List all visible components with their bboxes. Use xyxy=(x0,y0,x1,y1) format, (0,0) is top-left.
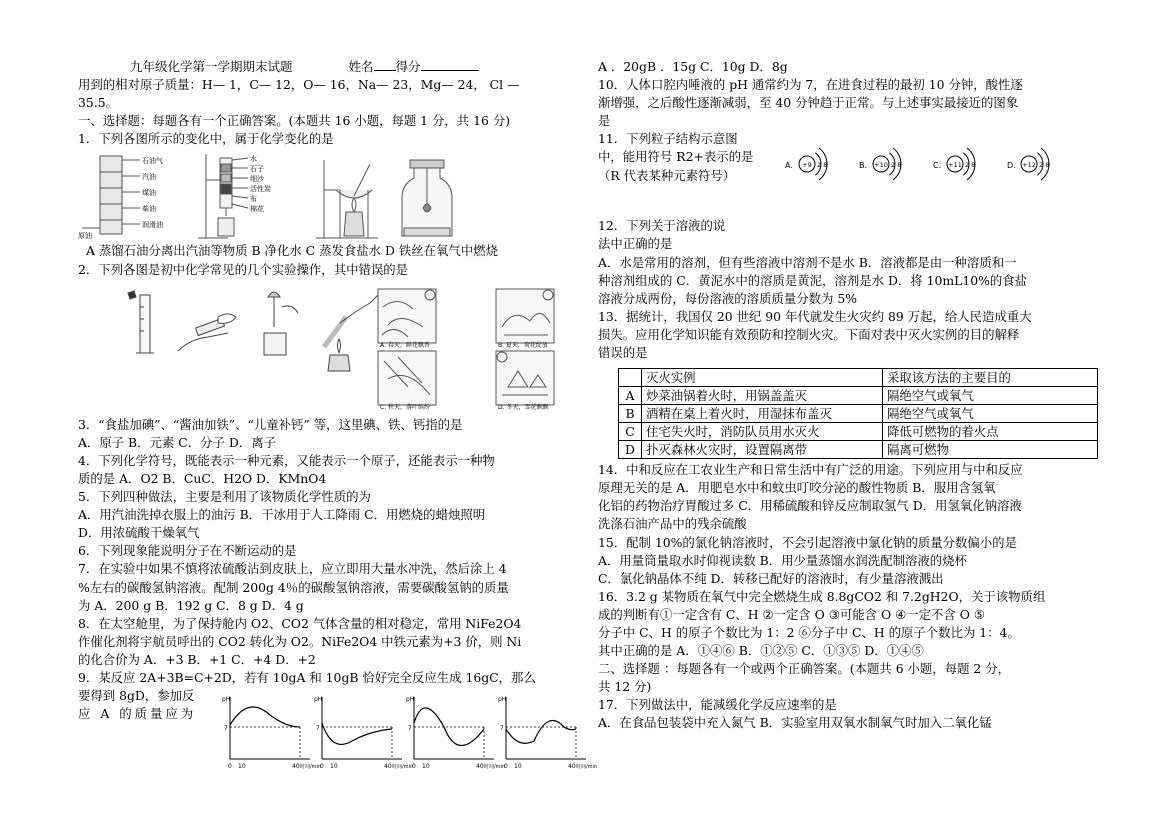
table-row xyxy=(619,423,1098,441)
electron-count: 2 8 xyxy=(965,161,976,170)
fire-header-purpose: 采取该方法的主要目的 xyxy=(883,369,1098,387)
label-diesel: 柴油 xyxy=(142,205,156,214)
q13-line-3: 错误的是 xyxy=(598,345,648,361)
q2-caption-c: C. 秋天，落叶缤纷 xyxy=(380,403,431,411)
q16-line-3: 分子中 C、H 的原子个数比为 1：2 ⑥分子中 C、H 的原子个数比为 1：4。 xyxy=(598,624,1020,640)
left-column xyxy=(78,58,598,771)
ph-curve xyxy=(230,707,300,727)
particle-label: A. xyxy=(785,161,793,171)
fire-row-purpose: 降低可燃物的着火点 xyxy=(883,423,1098,441)
x-axis-label: 时间/min xyxy=(484,764,506,771)
q9-line-1: 9．某反应 2A+3B=C+2D，若有 10gA 和 10gB 恰好完全反应生成 16gC，那么 xyxy=(78,669,536,685)
score-label: 得分 xyxy=(395,59,421,74)
q6-line-1: 6．下列现象能说明分子在不断运动的是 xyxy=(78,543,297,559)
fire-row-example: 扑灭森林火灾时，设置隔离带 xyxy=(642,441,883,459)
label-cloth: 布 xyxy=(250,195,257,204)
q9-options: A ．20gB ．15g C．10g D．8g xyxy=(598,59,788,74)
fire-row-purpose: 隔绝空气或氧气 xyxy=(883,387,1098,405)
x-tick-label: 0 xyxy=(320,763,324,771)
distillation-tower xyxy=(82,156,140,234)
nucleus-charge: +12 xyxy=(1022,161,1036,170)
x-tick-label: 40 xyxy=(476,763,484,771)
fire-header-key xyxy=(619,369,642,387)
label-gas: 石油气 xyxy=(142,157,163,166)
q12-line-3: A．水是常用的溶剂，但有些溶液中溶剂不是水 B．溶液都是由一种溶质和一 xyxy=(598,254,1017,270)
q7-line-3: 为 A．200 g B．192 g C．8 g D．4 g xyxy=(78,597,304,613)
q10-line-3: 是 xyxy=(598,113,611,129)
fire-row-example: 酒精在桌上着火时，用湿抹布盖灭 xyxy=(642,405,883,423)
fire-row-key: B xyxy=(619,405,642,423)
ph-graphs xyxy=(220,691,598,779)
q16-line-2: 成的判断有①一定含有 C、H ②一定含 O ③可能含 O ④一定不含 O ⑤ xyxy=(598,606,985,622)
q12-line-2: 法中正确的是 xyxy=(598,236,673,252)
x-axis-label: 时间/min xyxy=(392,764,414,771)
ph-level-label: 7 xyxy=(500,725,504,733)
label-cotton: 棉花 xyxy=(250,205,264,214)
y-label: pH xyxy=(222,696,231,704)
x-tick-label: 10 xyxy=(422,763,430,771)
electron-count: 2 8 xyxy=(891,161,902,170)
x-tick-label: 0 xyxy=(504,763,508,771)
label-sand: 细沙 xyxy=(250,175,264,184)
electron-count: 2 8 xyxy=(1039,161,1050,170)
q13-line-1: 13．据统计，我国仅 20 世纪 90 年代就发生火灾约 89 万起，给人民造成重大 xyxy=(598,308,1032,324)
electron-count: 2 8 xyxy=(817,161,828,170)
fire-table xyxy=(618,368,1098,459)
x-axis-label: 时间/min xyxy=(300,764,322,771)
ph-graph-panel xyxy=(406,696,505,770)
q16-line-1: 16．3.2 g 某物质在氧气中完全燃烧生成 8.8gCO2 和 7.2gH2O，关于该物质组 xyxy=(598,588,1046,604)
q12-line-4: 种溶剂组成的 C．黄泥水中的溶质是黄泥，溶剂是水 D．将 10mL10%的食盐 xyxy=(598,272,1028,288)
q2-figure xyxy=(78,287,548,412)
label-pebble: 石子 xyxy=(250,165,264,174)
q16-line-4: 其中正确的是 A．①④⑥ B．①②⑤ C．①③⑤ D．①④⑤ xyxy=(598,643,924,659)
ph-level-label: 7 xyxy=(408,725,412,733)
q14-line-3: 化铝的药物治疗胃酸过多 C．用稀硫酸和锌反应制取氢气 D．用氢氧化钠溶液 xyxy=(598,498,1022,514)
q3-line-2: A．原子 B．元素 C．分子 D．离子 xyxy=(78,434,276,450)
label-crude: 原油 xyxy=(78,232,92,241)
x-tick-label: 10 xyxy=(514,763,522,771)
q5-line-3: D．用浓硫酸干燥氧气 xyxy=(78,525,200,541)
x-tick-label: 10 xyxy=(330,763,338,771)
q8-line-2: 作催化剂将宇航员呼出的 CO2 转化为 O2。NiFe2O4 中铁元素为+3 价，则 Ni xyxy=(78,633,522,649)
q5-line-1: 5．下列四种做法，主要是利用了该物质化学性质的为 xyxy=(78,489,371,505)
experiment-operations xyxy=(128,291,378,371)
q2-stem: 2．下列各图是初中化学常见的几个实验操作，其中错误的是 xyxy=(78,261,409,277)
q14-line-2: 原理无关的是 A．用肥皂水中和蚊虫叮咬分泌的酸性物质 B．服用含氢氧 xyxy=(598,480,996,496)
evaporation-apparatus xyxy=(316,160,378,238)
ph-graph-panel xyxy=(498,696,597,770)
particle-label: B. xyxy=(859,161,868,171)
ph-level-label: 7 xyxy=(316,725,320,733)
q15-line-1: 15．配制 10%的氯化钠溶液时，不会引起溶液中氯化钠的质量分数偏小的是 xyxy=(598,534,1017,550)
fire-row-example: 住宅失火时，消防队员用水灭火 xyxy=(642,423,883,441)
fire-row-key: C xyxy=(619,423,642,441)
nucleus-charge: +10 xyxy=(874,161,888,170)
iron-combustion-bottle xyxy=(402,160,452,236)
q1-options: A 蒸馏石油分离出汽油等物质 B 净化水 C 蒸发食盐水 D 铁丝在氧气中燃烧 xyxy=(86,243,498,259)
q10-line-2: 渐增强，之后酸性逐渐减弱，至 40 分钟趋于正常。与上述事实最接近的图象 xyxy=(598,95,1019,111)
ph-curve xyxy=(414,708,484,746)
fire-row-key: A xyxy=(619,387,642,405)
ph-curve xyxy=(322,723,392,744)
y-label: pH xyxy=(406,696,415,704)
table-row xyxy=(619,441,1098,459)
q14-line-4: 洗涤石油产品中的残余硫酸 xyxy=(598,516,747,532)
exam-header xyxy=(78,58,575,76)
fire-header-example: 灭火实例 xyxy=(642,369,883,387)
q12-line-5: 溶液分成两份，每份溶液的溶质质量分数为 5% xyxy=(598,290,858,306)
q15-line-3: C．氯化钠晶体不纯 D．转移已配好的溶液时，有少量溶液溅出 xyxy=(598,570,944,586)
nucleus-charge: +9 xyxy=(802,161,812,170)
particle-diagram xyxy=(785,148,827,180)
fire-row-purpose: 隔离可燃物 xyxy=(883,441,1098,459)
x-tick-label: 0 xyxy=(228,763,232,771)
label-water: 水 xyxy=(250,155,257,164)
exam-title: 九年级化学第一学期期末试题 xyxy=(130,59,293,74)
x-tick-label: 40 xyxy=(568,763,576,771)
x-tick-label: 10 xyxy=(238,763,246,771)
q9-line-2: 要得到 8gD，参加反 xyxy=(78,688,195,704)
q1-figure xyxy=(78,150,478,242)
particle-diagrams xyxy=(783,138,1073,198)
fire-row-example: 炒菜油锅着火时，用锅盖盖灭 xyxy=(642,387,883,405)
q2-caption-d: D. 冬天，雪花飘飘 xyxy=(498,403,549,411)
y-label: pH xyxy=(314,696,323,704)
q7-line-2: %左右的碳酸氢钠溶液。配制 200g 4％的碳酸氢钠溶液，需要碳酸氢钠的质量 xyxy=(78,579,509,595)
table-row xyxy=(619,405,1098,423)
ph-curve xyxy=(506,721,576,744)
q7-line-1: 7．在实验中如果不慎将浓硫酸沾到皮肤上，应立即用大量水冲洗，然后涂上 4 xyxy=(78,561,507,577)
x-tick-label: 0 xyxy=(412,763,416,771)
ph-graph-panel xyxy=(222,696,321,770)
particle-diagram xyxy=(933,148,975,180)
section-2-line-2: 共 12 分) xyxy=(598,679,652,695)
label-lube: 润滑油 xyxy=(142,221,163,230)
water-filter-apparatus xyxy=(198,154,248,238)
x-tick-label: 40 xyxy=(292,763,300,771)
label-petrol: 汽油 xyxy=(142,173,156,182)
particle-diagram xyxy=(1007,148,1049,180)
q11-text: 11．下列粒子结构示意图中，能用符号 R2+表示的是（R 代表某种元素符号） xyxy=(598,131,754,183)
q8-line-3: 的化合价为 A．+3 B．+1 C．+4 D．+2 xyxy=(78,651,316,667)
atomic-masses-line-1: 用到的相对原子质量：H— 1，C— 12，O— 16，Na— 23，Mg— 24， Cl — xyxy=(78,77,520,93)
q12-line-1: 12．下列关于溶液的说 xyxy=(598,218,726,234)
q14-line-1: 14．中和反应在工农业生产和日常生活中有广泛的用途。下列应用与中和反应 xyxy=(598,462,1023,478)
particle-label: C. xyxy=(933,161,942,171)
y-label: pH xyxy=(498,696,507,704)
name-label: 姓名 xyxy=(348,59,374,74)
q9-line-3: 应 A 的质量应为 xyxy=(78,706,197,722)
table-row xyxy=(619,387,1098,405)
q11-block xyxy=(598,130,1095,217)
x-tick-label: 40 xyxy=(384,763,392,771)
q5-line-2: A．用汽油洗掉衣服上的油污 B．干冰用于人工降雨 C．用燃烧的蜡烛照明 xyxy=(78,507,486,523)
q2-caption-a: A. 春天，鲜花飘香 xyxy=(380,341,430,349)
section-1-heading: 一、选择题：每题各有一个正确答案。(本题共 16 小题，每题 1 分，共 16 分) xyxy=(78,113,511,129)
right-column xyxy=(598,58,1095,733)
q4-line-2: 质的是 A．O2 B．CuC．H2O D．KMnO4 xyxy=(78,470,327,486)
q4-line-1: 4．下列化学符号，既能表示一种元素，又能表示一个原子，还能表示一种物 xyxy=(78,452,495,468)
ph-level-label: 7 xyxy=(224,725,228,733)
q1-stem: 1．下列各图所示的变化中，属于化学变化的是 xyxy=(78,131,334,147)
q17-line-1: 17．下列做法中，能减缓化学反应速率的是 xyxy=(598,697,837,713)
x-axis-label: 时间/min xyxy=(576,764,598,771)
section-2-line-1: 二、选择题 ：每题各有一个或两个正确答案。(本题共 6 小题，每题 2 分， xyxy=(598,661,1011,677)
fire-row-purpose: 隔绝空气或氧气 xyxy=(883,405,1098,423)
fire-table-header xyxy=(619,369,1098,387)
name-blank[interactable] xyxy=(374,70,396,71)
label-carbon: 活性炭 xyxy=(250,185,271,194)
q15-line-2: A．用量筒量取水时仰视读数 B．用少量蒸馏水润洗配制溶液的烧杯 xyxy=(598,552,967,568)
particle-diagram xyxy=(859,148,901,180)
q2-caption-b: B. 夏天，荷花绽放 xyxy=(498,341,548,349)
particle-label: D. xyxy=(1007,161,1016,171)
atomic-masses-line-2: 35.5。 xyxy=(78,95,118,111)
label-kerosene: 煤油 xyxy=(142,189,156,198)
q8-line-1: 8．在太空舱里，为了保持舱内 O2、CO2 气体含量的相对稳定，常用 NiFe2O4 xyxy=(78,615,522,631)
ph-graph-panel xyxy=(314,696,413,770)
fire-row-key: D xyxy=(619,441,642,459)
nucleus-charge: +11 xyxy=(948,161,962,170)
score-blank[interactable] xyxy=(421,70,479,71)
q10-line-1: 10．人体口腔内唾液的 pH 通常约为 7，在进食过程的最初 10 分钟，酸性逐 xyxy=(598,77,1023,93)
q3-line-1: 3．“食盐加碘”、“酱油加铁”、“儿童补钙” 等，这里碘、铁、钙指的是 xyxy=(78,416,463,432)
q17-line-2: A．在食品包装袋中充入氮气 B．实验室用双氧水制氧气时加入二氧化锰 xyxy=(598,715,992,731)
q13-line-2: 损失。应用化学知识能有效预防和控制火灾。下面对表中灭火实例的目的解释 xyxy=(598,326,1020,342)
